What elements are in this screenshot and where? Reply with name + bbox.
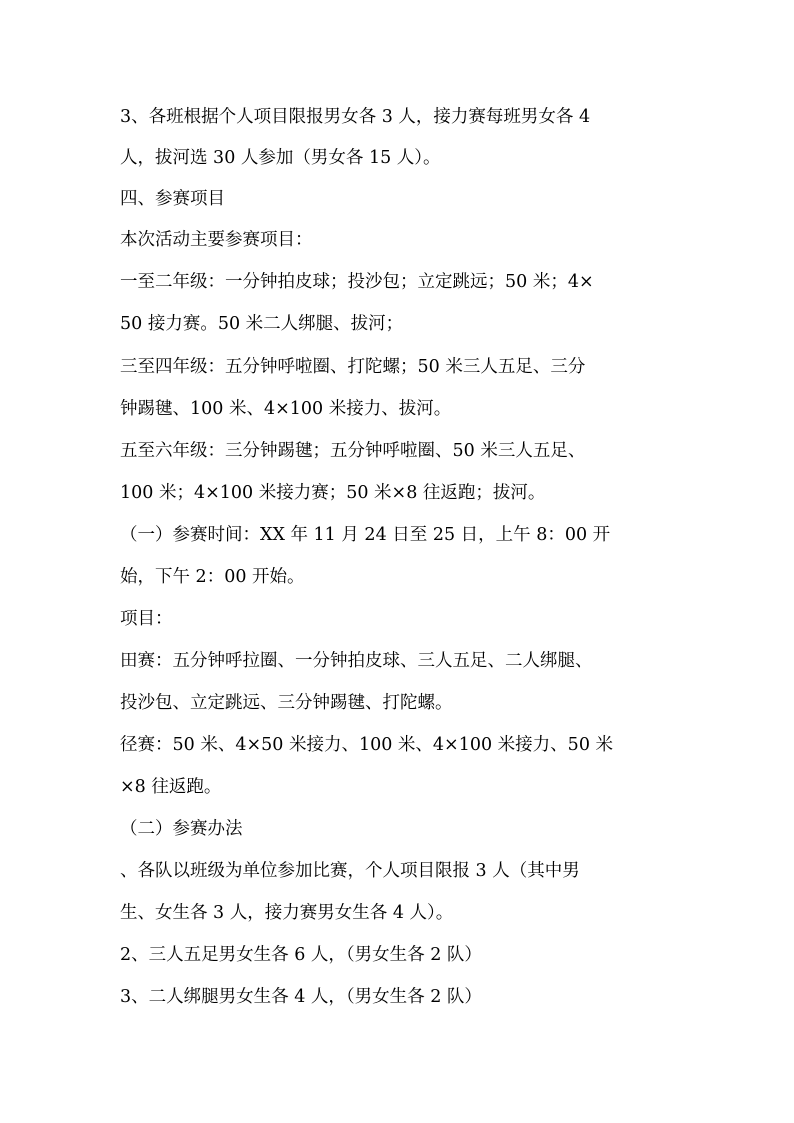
text-line-event-time: （一）参赛时间：XX 年 11 月 24 日至 25 日，上午 8：00 开: [120, 525, 611, 545]
text-line-grades-3-4: 三至四年级：五分钟呼啦圈、打陀螺；50 米三人五足、三分: [120, 357, 586, 377]
text-line-events-intro: 本次活动主要参赛项目：: [120, 230, 313, 250]
section-heading-method: （二）参赛办法: [120, 819, 243, 839]
text-line-track-events-cont: ×8 往返跑。: [120, 777, 222, 797]
text-line-grades-1-2: 一至二年级：一分钟拍皮球；投沙包；立定跳远；50 米；4×: [120, 272, 594, 292]
text-line-grades-5-6: 五至六年级：三分钟踢毽；五分钟呼啦圈、50 米三人五足、: [120, 441, 586, 461]
text-line-event-time-cont: 始，下午 2：00 开始。: [120, 567, 305, 587]
text-line-grades-1-2-cont: 50 接力赛。50 米二人绑腿、拔河；: [120, 314, 404, 334]
text-line-method-1: 、各队以班级为单位参加比赛，个人项目限报 3 人（其中男: [120, 861, 580, 881]
text-line-method-3: 3、二人绑腿男女生各 4 人，（男女生各 2 队）: [120, 987, 482, 1007]
text-line-method-1-cont: 生、女生各 3 人，接力赛男女生各 4 人）。: [120, 903, 454, 923]
text-line-track-events: 径赛：50 米、4×50 米接力、100 米、4×100 米接力、50 米: [120, 735, 614, 755]
text-line-grades-3-4-cont: 钟踢毽、100 米、4×100 米接力、拔河。: [120, 399, 452, 419]
text-line-field-events: 田赛：五分钟呼拉圈、一分钟拍皮球、三人五足、二人绑腿、: [120, 651, 593, 671]
section-heading-events: 四、参赛项目: [120, 189, 225, 209]
text-line-field-events-cont: 投沙包、立定跳远、三分钟踢毽、打陀螺。: [120, 693, 453, 713]
text-line-rule-3-cont: 人，拔河选 30 人参加（男女各 15 人）。: [120, 148, 441, 168]
text-line-method-2: 2、三人五足男女生各 6 人，（男女生各 2 队）: [120, 945, 482, 965]
text-line-grades-5-6-cont: 100 米；4×100 米接力赛；50 米×8 往返跑；拔河。: [120, 483, 546, 503]
text-line-items-label: 项目：: [120, 609, 173, 629]
text-line-rule-3: 3、各班根据个人项目限报男女各 3 人，接力赛每班男女各 4: [120, 107, 591, 127]
